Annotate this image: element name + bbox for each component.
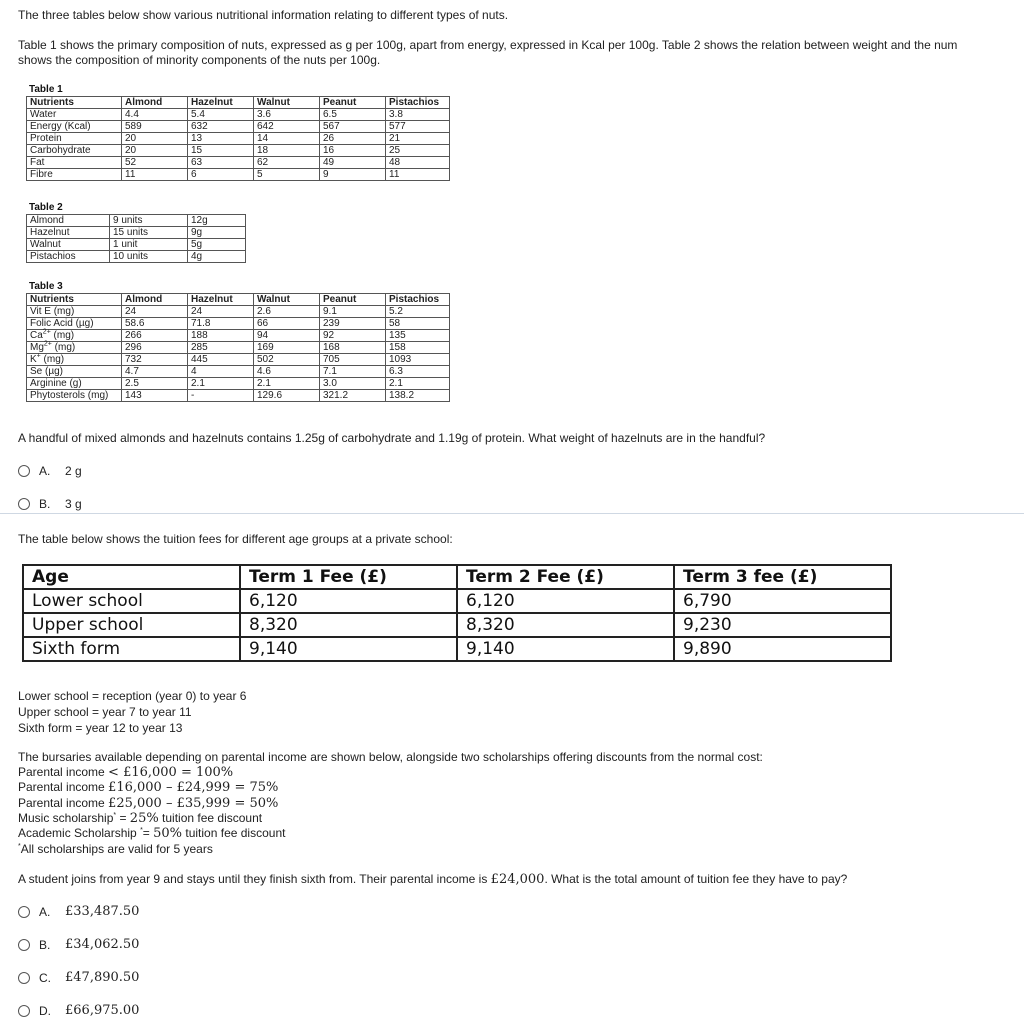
definition-lower-school: Lower school = reception (year 0) to year 6 <box>18 689 247 703</box>
fee-header-cell: Term 3 fee (£) <box>674 565 891 589</box>
table2-row <box>27 251 246 263</box>
bursary-label: Parental income <box>18 765 109 779</box>
fee-cell: 6,120 <box>457 589 674 613</box>
table3-cell: 4 <box>188 366 254 378</box>
nutrient-label: Ca <box>30 330 43 341</box>
table1-cell: 21 <box>386 133 450 145</box>
table1-header-cell: Pistachios <box>386 97 450 109</box>
q1-option-b[interactable] <box>18 497 82 511</box>
table3-header-cell: Pistachios <box>386 294 450 306</box>
fee-cell: 6,790 <box>674 589 891 613</box>
bursary-label: Parental income <box>18 796 109 810</box>
table2-cell: 10 units <box>110 251 188 263</box>
table3-cell: 4.7 <box>122 366 188 378</box>
table3-cell: 239 <box>320 318 386 330</box>
table3-cell: 24 <box>122 306 188 318</box>
table1-cell: 3.6 <box>254 109 320 121</box>
table3-cell: 138.2 <box>386 390 450 402</box>
table3-row <box>27 390 450 402</box>
q2-option-c[interactable] <box>18 970 139 985</box>
table3-cell: 5.2 <box>386 306 450 318</box>
table3-nutrient-cell <box>27 354 122 366</box>
table2-cell: 15 units <box>110 227 188 239</box>
table1-cell: 6.5 <box>320 109 386 121</box>
table3-row <box>27 306 450 318</box>
radio-button[interactable] <box>18 498 30 510</box>
table3-cell: 2.1 <box>254 378 320 390</box>
table1-cell: 49 <box>320 157 386 169</box>
bursary-line <box>18 765 233 780</box>
table1-cell: 18 <box>254 145 320 157</box>
bursary-label: Parental income <box>18 780 109 794</box>
table1-cell: 62 <box>254 157 320 169</box>
option-value: £34,062.50 <box>65 937 140 952</box>
asterisk: * <box>18 843 21 850</box>
table3-cell: 266 <box>122 330 188 342</box>
option-letter: D. <box>39 1003 51 1018</box>
scholarship-footnote <box>18 842 213 857</box>
fee-cell: 9,140 <box>240 637 457 661</box>
fee-table <box>22 564 892 662</box>
table2 <box>26 214 246 263</box>
definition-sixth-form: Sixth form = year 12 to year 13 <box>18 721 183 735</box>
table1-header-cell: Peanut <box>320 97 386 109</box>
table3-cell: 285 <box>188 342 254 354</box>
question-text: A student joins from year 9 and stays until they finish sixth from. Their parental income is <box>18 872 491 886</box>
table1 <box>26 96 450 181</box>
table1-cell: Water <box>27 109 122 121</box>
table2-cell: 9g <box>188 227 246 239</box>
parental-income: £24,000 <box>490 872 545 887</box>
table3-cell: 4.6 <box>254 366 320 378</box>
fee-cell: 8,320 <box>457 613 674 637</box>
q2-intro: The table below shows the tuition fees for different age groups at a private school: <box>18 532 453 546</box>
option-value: £33,487.50 <box>65 904 140 919</box>
table3-cell: 58 <box>386 318 450 330</box>
option-value: £47,890.50 <box>65 970 140 985</box>
option-letter: C. <box>39 970 51 985</box>
q1-paragraph-line1: Table 1 shows the primary composition of nuts, expressed as g per 100g, apart from energy, expressed in Kcal per 100g. Table 2 shows the relation between weight and the num <box>18 38 958 52</box>
equals: = <box>142 826 154 840</box>
nutrient-unit: (mg) <box>50 330 75 341</box>
table3-header-cell: Hazelnut <box>188 294 254 306</box>
music-discount-text: tuition fee discount <box>158 811 263 825</box>
table3-nutrient-cell <box>27 378 122 390</box>
asterisk: * <box>140 827 143 834</box>
fee-table-row <box>23 589 891 613</box>
q2-option-d[interactable] <box>18 1003 139 1018</box>
option-value: 2 g <box>65 464 82 478</box>
option-value: £66,975.00 <box>65 1003 140 1018</box>
table1-cell: Protein <box>27 133 122 145</box>
nutrient-label: Arginine (g) <box>30 378 82 389</box>
table2-cell: 12g <box>188 215 246 227</box>
table1-cell: 567 <box>320 121 386 133</box>
q2-option-b[interactable] <box>18 937 139 952</box>
table3-cell: 24 <box>188 306 254 318</box>
table3-cell: 2.1 <box>188 378 254 390</box>
music-discount: 25% <box>129 811 159 826</box>
table3-cell: 321.2 <box>320 390 386 402</box>
nutrient-charge: 2+ <box>42 328 51 336</box>
table1-row <box>27 121 450 133</box>
option-letter: B. <box>39 937 51 952</box>
table1-cell: 63 <box>188 157 254 169</box>
table2-caption: Table 2 <box>29 202 63 213</box>
nutrient-label: Mg <box>30 342 44 353</box>
table2-cell: Almond <box>27 215 110 227</box>
table1-cell: 20 <box>122 145 188 157</box>
table3-header-cell: Almond <box>122 294 188 306</box>
table1-cell: 6 <box>188 169 254 181</box>
table1-header-cell: Nutrients <box>27 97 122 109</box>
table3-cell: 92 <box>320 330 386 342</box>
question-text: . What is the total amount of tuition fee they have to pay? <box>544 872 848 886</box>
table3-cell: 94 <box>254 330 320 342</box>
table1-cell: Carbohydrate <box>27 145 122 157</box>
table2-row <box>27 239 246 251</box>
fee-cell: Upper school <box>23 613 240 637</box>
academic-scholarship-label: Academic Scholarship <box>18 826 141 840</box>
table3-cell: 2.1 <box>386 378 450 390</box>
table1-header-cell: Almond <box>122 97 188 109</box>
fee-cell: 9,140 <box>457 637 674 661</box>
nutrient-label: K <box>30 354 37 365</box>
q1-paragraph-line2: shows the composition of minority components of the nuts per 100g. <box>18 53 381 67</box>
table3-cell: 169 <box>254 342 320 354</box>
table1-header-row <box>27 97 450 109</box>
section-divider <box>0 513 1024 514</box>
table3-nutrient-cell <box>27 366 122 378</box>
table3-cell: 129.6 <box>254 390 320 402</box>
table3-cell: 9.1 <box>320 306 386 318</box>
fee-cell: 9,890 <box>674 637 891 661</box>
table3-cell: 135 <box>386 330 450 342</box>
table3-cell: 7.1 <box>320 366 386 378</box>
music-scholarship-label: Music scholarship <box>18 811 114 825</box>
nutrient-charge: 2+ <box>43 340 52 348</box>
table3-row <box>27 366 450 378</box>
table3-row <box>27 330 450 342</box>
table3-cell: 2.5 <box>122 378 188 390</box>
fee-cell: 6,120 <box>240 589 457 613</box>
table3-nutrient-cell <box>27 330 122 342</box>
table3-row <box>27 342 450 354</box>
fee-table-header-row <box>23 565 891 589</box>
table3-header-cell: Nutrients <box>27 294 122 306</box>
table1-cell: 9 <box>320 169 386 181</box>
table1-cell: 642 <box>254 121 320 133</box>
nutrient-label: Phytosterols (mg) <box>30 390 109 401</box>
table2-cell: Hazelnut <box>27 227 110 239</box>
table1-cell: 14 <box>254 133 320 145</box>
music-scholarship <box>18 811 262 826</box>
bursary-range: < £16,000 = 100% <box>108 765 234 780</box>
table1-cell: 5 <box>254 169 320 181</box>
radio-button[interactable] <box>18 465 30 477</box>
table3-cell: 1093 <box>386 354 450 366</box>
table1-cell: 48 <box>386 157 450 169</box>
fee-cell: Lower school <box>23 589 240 613</box>
nutrient-charge: + <box>36 352 41 360</box>
q2-question <box>18 872 847 887</box>
table3-cell: 6.3 <box>386 366 450 378</box>
table2-cell: Pistachios <box>27 251 110 263</box>
fee-header-cell: Term 2 Fee (£) <box>457 565 674 589</box>
table1-cell: 26 <box>320 133 386 145</box>
table1-cell: 3.8 <box>386 109 450 121</box>
table2-cell: 4g <box>188 251 246 263</box>
table1-header-cell: Walnut <box>254 97 320 109</box>
fee-table-row <box>23 613 891 637</box>
table1-cell: 16 <box>320 145 386 157</box>
table3-row <box>27 318 450 330</box>
table3-cell: 143 <box>122 390 188 402</box>
table3-caption: Table 3 <box>29 281 63 292</box>
table1-cell: Energy (Kcal) <box>27 121 122 133</box>
table3-cell: - <box>188 390 254 402</box>
table3-cell: 705 <box>320 354 386 366</box>
table1-caption: Table 1 <box>29 84 63 95</box>
option-letter: B. <box>39 497 51 511</box>
table1-header-cell: Hazelnut <box>188 97 254 109</box>
table3-cell: 188 <box>188 330 254 342</box>
fee-cell: 9,230 <box>674 613 891 637</box>
table1-row <box>27 109 450 121</box>
table3-cell: 2.6 <box>254 306 320 318</box>
academic-scholarship <box>18 826 285 841</box>
table1-cell: 52 <box>122 157 188 169</box>
bursary-range: £25,000 – £35,999 = 50% <box>108 796 279 811</box>
q2-option-a[interactable] <box>18 904 139 919</box>
radio-button[interactable] <box>18 906 30 918</box>
nutrient-unit: (mg) <box>40 354 65 365</box>
table2-cell: Walnut <box>27 239 110 251</box>
definition-upper-school: Upper school = year 7 to year 11 <box>18 705 192 719</box>
q1-intro: The three tables below show various nutritional information relating to different types of nuts. <box>18 8 509 22</box>
table3-nutrient-cell <box>27 390 122 402</box>
table1-cell: Fat <box>27 157 122 169</box>
table1-cell: 11 <box>122 169 188 181</box>
footnote-text: All scholarships are valid for 5 years <box>20 842 213 856</box>
table3-cell: 66 <box>254 318 320 330</box>
radio-button[interactable] <box>18 939 30 951</box>
table1-cell: 632 <box>188 121 254 133</box>
table1-row <box>27 157 450 169</box>
table2-cell: 5g <box>188 239 246 251</box>
equals: = <box>116 811 130 825</box>
fee-header-cell: Term 1 Fee (£) <box>240 565 457 589</box>
table2-cell: 1 unit <box>110 239 188 251</box>
table3-header-cell: Walnut <box>254 294 320 306</box>
nutrient-unit: (mg) <box>51 342 76 353</box>
fee-cell: 8,320 <box>240 613 457 637</box>
nutrient-label: Se (µg) <box>30 366 63 377</box>
table3-cell: 168 <box>320 342 386 354</box>
table3-cell: 296 <box>122 342 188 354</box>
table3-row <box>27 378 450 390</box>
table3-header-cell: Peanut <box>320 294 386 306</box>
table1-cell: 15 <box>188 145 254 157</box>
fee-header-cell: Age <box>23 565 240 589</box>
nutrient-label: Folic Acid (µg) <box>30 318 94 329</box>
table1-cell: 13 <box>188 133 254 145</box>
table1-cell: 4.4 <box>122 109 188 121</box>
table2-cell: 9 units <box>110 215 188 227</box>
academic-discount: 50% <box>153 826 183 841</box>
table3-cell: 158 <box>386 342 450 354</box>
bursary-line <box>18 796 278 811</box>
table1-row <box>27 145 450 157</box>
table3-cell: 3.0 <box>320 378 386 390</box>
academic-discount-text: tuition fee discount <box>182 826 286 840</box>
bursary-intro: The bursaries available depending on parental income are shown below, alongside two scholarships offering discounts from the normal cost: <box>18 750 763 764</box>
table3-nutrient-cell <box>27 306 122 318</box>
table3-header-row <box>27 294 450 306</box>
bursary-line <box>18 780 278 795</box>
table3-nutrient-cell <box>27 318 122 330</box>
table1-cell: 589 <box>122 121 188 133</box>
asterisk: * <box>113 812 117 819</box>
table2-row <box>27 227 246 239</box>
table2-row <box>27 215 246 227</box>
table1-cell: 577 <box>386 121 450 133</box>
table3-cell: 58.6 <box>122 318 188 330</box>
table1-row <box>27 133 450 145</box>
table1-cell: 5.4 <box>188 109 254 121</box>
table3-row <box>27 354 450 366</box>
radio-button[interactable] <box>18 1005 30 1017</box>
option-value: 3 g <box>65 497 82 511</box>
table1-cell: Fibre <box>27 169 122 181</box>
q1-option-a[interactable] <box>18 464 82 478</box>
table1-cell: 25 <box>386 145 450 157</box>
table3 <box>26 293 450 402</box>
table3-cell: 732 <box>122 354 188 366</box>
table3-cell: 445 <box>188 354 254 366</box>
table3-cell: 71.8 <box>188 318 254 330</box>
fee-table-row <box>23 637 891 661</box>
nutrient-label: Vit E (mg) <box>30 306 75 317</box>
option-letter: A. <box>39 904 51 919</box>
table1-cell: 11 <box>386 169 450 181</box>
bursary-range: £16,000 – £24,999 = 75% <box>108 780 279 795</box>
table3-cell: 502 <box>254 354 320 366</box>
radio-button[interactable] <box>18 972 30 984</box>
fee-cell: Sixth form <box>23 637 240 661</box>
option-letter: A. <box>39 464 51 478</box>
table1-cell: 20 <box>122 133 188 145</box>
q1-question: A handful of mixed almonds and hazelnuts contains 1.25g of carbohydrate and 1.19g of protein. What weight of hazelnuts are in the handful? <box>18 431 766 445</box>
table1-row <box>27 169 450 181</box>
